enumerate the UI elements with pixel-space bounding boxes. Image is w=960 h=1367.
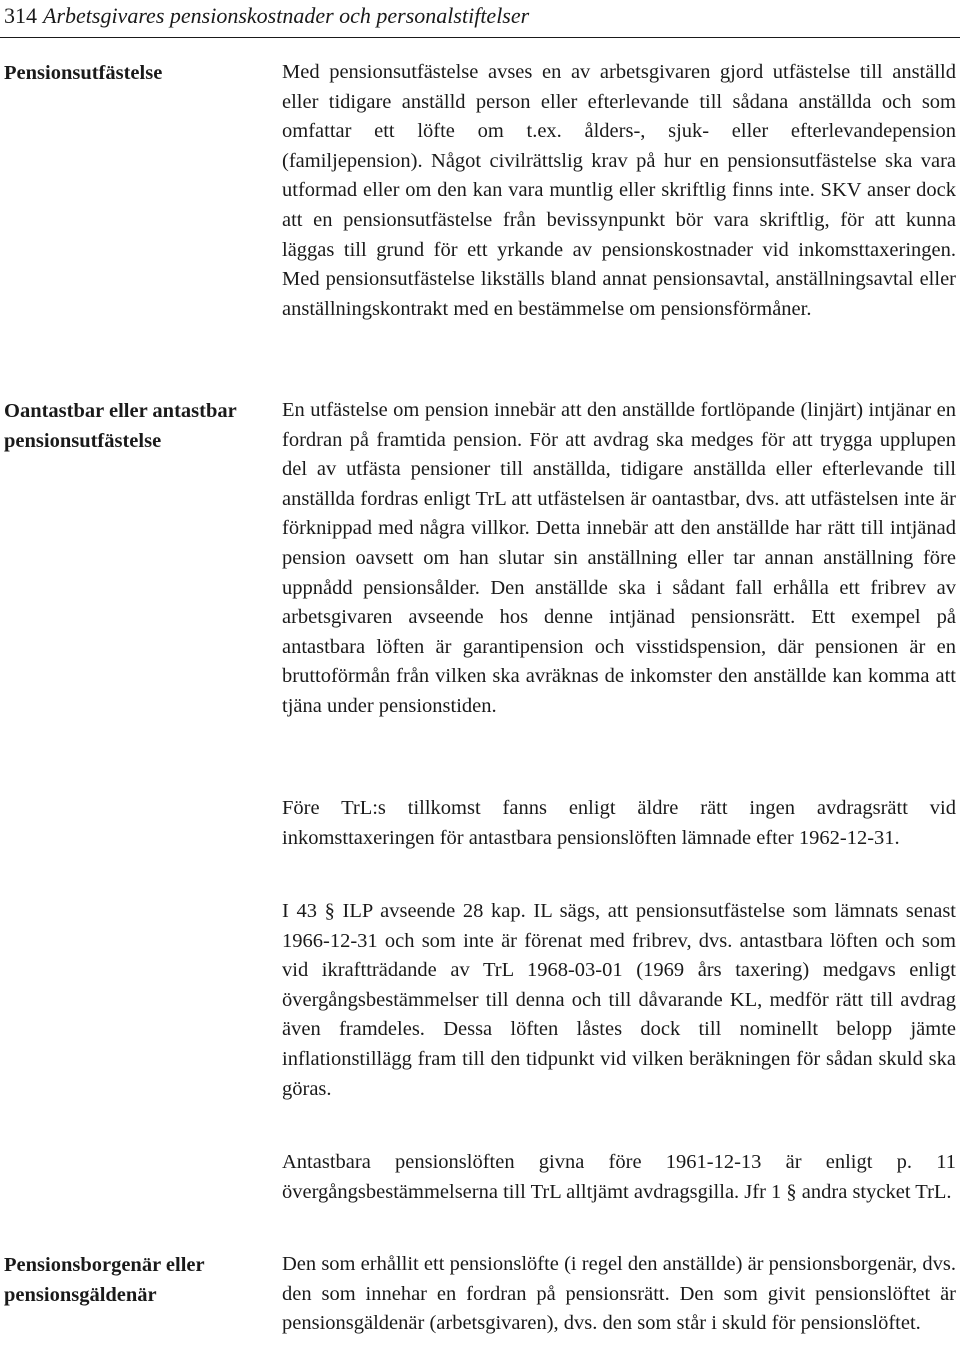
paragraph-fore-trl: Före TrL:s tillkomst fanns enligt äldre rätt ingen avdragsrätt vid inkomsttaxeringen för antastbara pensionslöften lämnade efter 1962-12-31. [282,797,956,849]
margin-heading-oantastbar: Oantastbar eller antastbar pensionsutfästelse [4,400,237,452]
paragraph-antastbara-lof: Antastbara pensionslöften givna före 1961-12-13 är enligt p. 11 övergångsbestämmelserna till TrL alltjämt avdragsgilla. Jfr 1 § andra stycket TrL. [282,1151,956,1203]
paragraph-pensionsborgenar: Den som erhållit ett pensionslöfte (i regel den anställde) är pensionsborgenär, dvs. den som innehar en fordran på pensionsrätt. Den som givit pensionslöftet är pensionsgäldenär (arbetsgivaren), dvs. den som står i skuld för pensionslöftet. [282,1253,956,1335]
header-rule [0,37,960,38]
paragraph-ilp: I 43 § ILP avseende 28 kap. IL sägs, att pensionsutfästelse som lämnats senast 1966-12-31 och som inte är förenat med fribrev, dvs. antastbara löften och som vid ikraftträdande av TrL 1968-03-01 (1969 års taxering) medgavs enligt övergångsbestämmelser till denna och till dåvarande KL, medför rätt till avdrag även framdeles. Dessa löften låstes dock till nominellt belopp jämte inflationstillägg fram till den tidpunkt vid vilken beräkningen för sådan skuld ska göras. [282,900,956,1100]
margin-heading-pensionsutfastelse: Pensionsutfästelse [4,62,163,84]
margin-heading-pensionsborgenar: Pensionsborgenär eller pensionsgäldenär [4,1254,205,1306]
paragraph-oantastbar: En utfästelse om pension innebär att den anställde fortlöpande (linjärt) intjänar en fordran på framtida pension. För att avdrag ska medges för att trygga upplupen del av utfästa pensioner till anställda, tidigare anställda eller efterlevande till anställda fordras enligt TrL att utfästelsen är oantastbar, dvs. att utfästelsen inte är förknippad med några villkor. Detta innebär att den anställde har rätt till intjänad pension oavsett om han slutar sin anställning eller tar annan anställning före uppnådd pensionsålder. Den anställde ska i sådant fall erhålla ett fribrev av arbetsgivaren avseende hos denne intjänad pensionsrätt. Ett exempel på antastbara löften är garantipension och visstidspension, där pensionen är en bruttoförmån från vilken ska avräknas de inkomster den anställde kan komma att tjäna under pensionstiden. [282,399,956,717]
running-header [4,2,529,30]
page-number: 314 [4,3,37,28]
running-title: Arbetsgivares pensionskostnader och personalstiftelser [43,3,530,28]
paragraph-definition: Med pensionsutfästelse avses en av arbetsgivaren gjord utfästelse till anställd eller tidigare anställd person eller efterlevande till sådana anställda och som omfattar ett löfte om t.ex. ålders-, sjuk- eller efterlevandepension (familjepension). Något civilrättslig krav på hur en pensionsutfästelse ska vara utformad eller om den kan vara muntlig eller skriftlig finns inte. SKV anser dock att en pensionsutfästelse från bevissynpunkt bör vara skriftlig, för att kunna läggas till grund för ett yrkande av pensionskostnader vid inkomsttaxeringen. Med pensionsutfästelse likställs bland annat pensionsavtal, anställningsavtal eller anställningskontrakt med en bestämmelse om pensionsförmåner. [282,61,956,320]
